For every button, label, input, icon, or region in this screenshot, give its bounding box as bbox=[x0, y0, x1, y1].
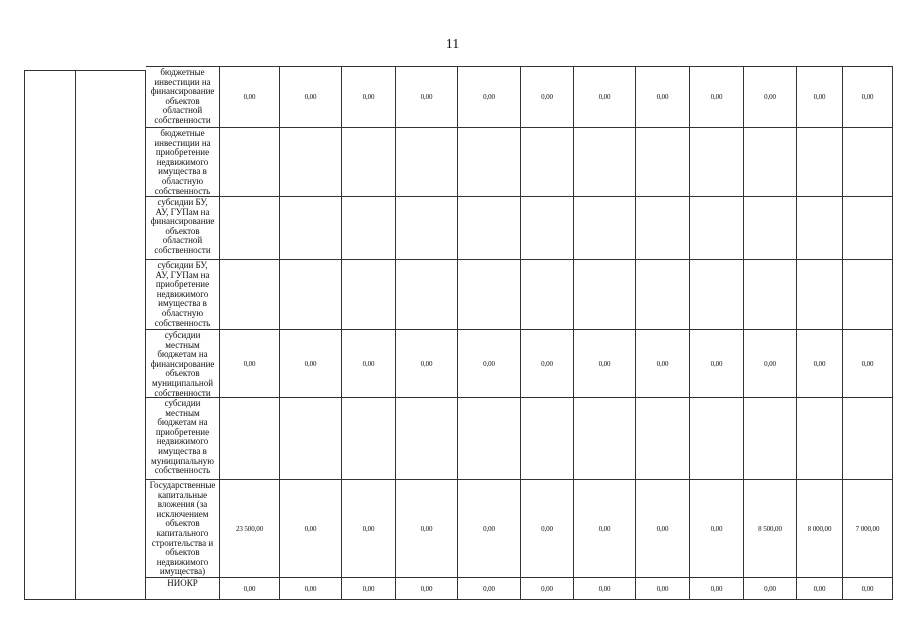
table-cell bbox=[636, 197, 690, 260]
table-cell bbox=[396, 128, 458, 197]
table-cell bbox=[280, 260, 342, 330]
table-cell bbox=[574, 260, 636, 330]
table-cell: 0,00 bbox=[797, 578, 843, 600]
table-cell: 7 000,00 bbox=[843, 480, 893, 578]
table-cell: 0,00 bbox=[744, 66, 797, 128]
table-cell bbox=[797, 128, 843, 197]
table-cell: 0,00 bbox=[342, 480, 396, 578]
table-cell bbox=[280, 398, 342, 480]
table-cell bbox=[797, 260, 843, 330]
table-cell: 0,00 bbox=[458, 330, 521, 398]
table-cell: 0,00 bbox=[521, 330, 574, 398]
table-cell bbox=[843, 260, 893, 330]
table-cell: 0,00 bbox=[342, 66, 396, 128]
table-cell bbox=[636, 398, 690, 480]
table-cell bbox=[843, 398, 893, 480]
table-cell bbox=[744, 128, 797, 197]
table-cell: 8 500,00 bbox=[744, 480, 797, 578]
row-label: субсидии местным бюджетам на приобретение недвижимого имущества в муниципальную собственность bbox=[146, 398, 220, 480]
table-cell: 0,00 bbox=[342, 578, 396, 600]
table-cell: 0,00 bbox=[636, 480, 690, 578]
table-cell bbox=[220, 398, 280, 480]
table-cell bbox=[690, 197, 744, 260]
table-cell bbox=[521, 197, 574, 260]
table-cell: 0,00 bbox=[458, 480, 521, 578]
left-span-column-1 bbox=[24, 70, 76, 600]
table-cell: 0,00 bbox=[744, 330, 797, 398]
table-cell: 0,00 bbox=[396, 480, 458, 578]
row-label: бюджетные инвестиции на финансирование объектов областной собственности bbox=[146, 66, 220, 128]
table-cell: 0,00 bbox=[690, 480, 744, 578]
table-cell bbox=[690, 128, 744, 197]
table-cell bbox=[458, 128, 521, 197]
table-cell bbox=[396, 197, 458, 260]
table-cell bbox=[396, 398, 458, 480]
table-cell: 0,00 bbox=[843, 578, 893, 600]
table-cell bbox=[458, 260, 521, 330]
table-cell: 0,00 bbox=[636, 578, 690, 600]
left-span-column-2 bbox=[76, 70, 146, 600]
table-cell: 0,00 bbox=[690, 578, 744, 600]
row-label: Государственные капитальные вложения (за исключением объектов капитального строительства и объектов недвижимого имущества) bbox=[146, 480, 220, 578]
table-cell bbox=[690, 398, 744, 480]
table-cell bbox=[396, 260, 458, 330]
table-cell: 0,00 bbox=[574, 330, 636, 398]
table-cell: 0,00 bbox=[521, 66, 574, 128]
table-cell bbox=[220, 128, 280, 197]
table-cell bbox=[521, 128, 574, 197]
table-cell: 0,00 bbox=[797, 330, 843, 398]
table-cell bbox=[280, 197, 342, 260]
table-cell bbox=[342, 128, 396, 197]
table-cell: 0,00 bbox=[220, 66, 280, 128]
table-cell bbox=[843, 197, 893, 260]
table-cell bbox=[797, 398, 843, 480]
table-cell bbox=[280, 128, 342, 197]
table-cell bbox=[458, 398, 521, 480]
table-cell: 0,00 bbox=[636, 330, 690, 398]
table-cell: 0,00 bbox=[280, 330, 342, 398]
table-cell bbox=[458, 197, 521, 260]
table-cell: 0,00 bbox=[690, 66, 744, 128]
table-cell: 0,00 bbox=[574, 578, 636, 600]
table-cell bbox=[690, 260, 744, 330]
page-number: 11 bbox=[445, 37, 460, 52]
table-cell bbox=[636, 128, 690, 197]
table-cell: 0,00 bbox=[280, 578, 342, 600]
table-cell: 0,00 bbox=[574, 480, 636, 578]
row-label: субсидии местным бюджетам на финансирование объектов муниципальной собственности bbox=[146, 330, 220, 398]
table-cell: 0,00 bbox=[690, 330, 744, 398]
table-cell: 0,00 bbox=[797, 66, 843, 128]
table-cell bbox=[744, 398, 797, 480]
table-cell bbox=[843, 128, 893, 197]
table-cell bbox=[220, 197, 280, 260]
table-cell: 0,00 bbox=[280, 480, 342, 578]
table-cell bbox=[744, 197, 797, 260]
table-cell: 0,00 bbox=[220, 330, 280, 398]
table-cell: 0,00 bbox=[220, 578, 280, 600]
table-cell: 8 000,00 bbox=[797, 480, 843, 578]
table-cell: 0,00 bbox=[636, 66, 690, 128]
table-cell: 0,00 bbox=[342, 330, 396, 398]
table-cell: 0,00 bbox=[521, 578, 574, 600]
table-cell: 0,00 bbox=[396, 330, 458, 398]
row-label: субсидии БУ, АУ, ГУПам на финансирование объектов областной собственности bbox=[146, 197, 220, 260]
table-cell bbox=[797, 197, 843, 260]
table-cell bbox=[220, 260, 280, 330]
table-cell bbox=[574, 398, 636, 480]
table-cell: 0,00 bbox=[843, 330, 893, 398]
table-cell: 23 500,00 bbox=[220, 480, 280, 578]
table-cell: 0,00 bbox=[843, 66, 893, 128]
table-cell bbox=[574, 128, 636, 197]
table-cell: 0,00 bbox=[521, 480, 574, 578]
table-cell: 0,00 bbox=[574, 66, 636, 128]
table-cell bbox=[636, 260, 690, 330]
table-cell bbox=[342, 398, 396, 480]
table-cell bbox=[342, 197, 396, 260]
table-cell: 0,00 bbox=[280, 66, 342, 128]
table-cell: 0,00 bbox=[458, 578, 521, 600]
table-cell bbox=[342, 260, 396, 330]
table-cell bbox=[744, 260, 797, 330]
row-label: бюджетные инвестиции на приобретение недвижимого имущества в областную собственность bbox=[146, 128, 220, 197]
row-label: субсидии БУ, АУ, ГУПам на приобретение недвижимого имущества в областную собственность bbox=[146, 260, 220, 330]
table-cell bbox=[521, 398, 574, 480]
table-cell bbox=[574, 197, 636, 260]
table-cell bbox=[521, 260, 574, 330]
table-cell: 0,00 bbox=[458, 66, 521, 128]
table-cell: 0,00 bbox=[396, 578, 458, 600]
row-label: НИОКР bbox=[146, 578, 220, 600]
table-cell: 0,00 bbox=[396, 66, 458, 128]
table-cell: 0,00 bbox=[744, 578, 797, 600]
